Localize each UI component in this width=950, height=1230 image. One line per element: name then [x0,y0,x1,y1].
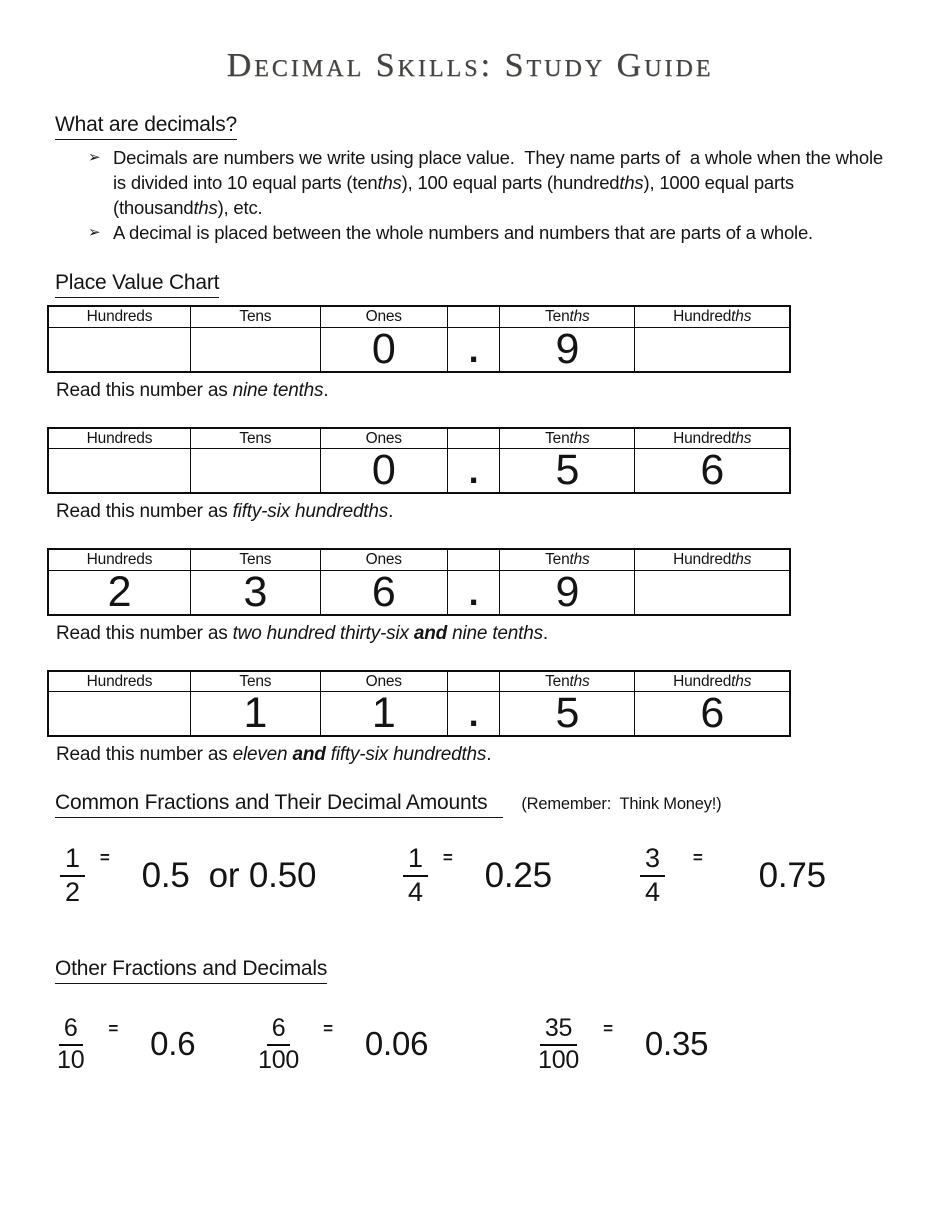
cell-ones: 6 [320,570,447,615]
fraction-denominator: 100 [258,1045,300,1074]
fraction [640,844,665,907]
cell-tens: 3 [190,570,320,615]
table-value-row [48,692,790,737]
bullet-item-2 [88,220,893,245]
decimal-value: 0.75 [758,856,826,895]
fraction [60,844,85,907]
col-header-ones: Ones [320,306,447,327]
equals-sign: = [442,848,453,867]
col-header-tenths: Tenths [500,549,635,570]
col-header-hundredths: Hundredths [635,671,790,692]
table-header-row [48,671,790,692]
col-header-decimal [447,428,500,449]
equals-sign: = [603,1019,613,1039]
cell-hundreds [48,327,190,372]
cell-decimal-point: . [447,570,500,615]
table-header-row [48,549,790,570]
fraction [57,1015,84,1074]
cell-tenths: 5 [500,449,635,494]
fraction-row-common [60,842,893,907]
fraction-numerator: 1 [60,844,85,877]
equals-sign: = [99,848,110,867]
place-value-table-4 [47,670,791,738]
col-header-hundredths: Hundredths [635,306,790,327]
fraction-row-other [57,1013,893,1074]
cell-ones: 1 [320,692,447,737]
col-header-ones: Ones [320,428,447,449]
col-header-decimal [447,671,500,692]
fraction [538,1015,579,1074]
arrow-bullet-icon: ➢ [88,223,101,241]
caption-read-as-3: Read this number as two hundred thirty-six and nine tenths. [56,622,548,644]
caption-read-as-4: Read this number as eleven and fifty-six hundredths. [56,744,492,765]
place-value-table-3 [47,548,791,616]
col-header-hundreds: Hundreds [48,428,190,449]
col-header-hundreds: Hundreds [48,671,190,692]
cell-ones: 0 [320,327,447,372]
fraction-item-one-quarter [403,842,640,907]
cell-tens [190,327,320,372]
col-header-hundreds: Hundreds [48,306,190,327]
col-header-hundredths: Hundredths [635,428,790,449]
cell-hundredths [635,327,790,372]
decimal-value: 0.35 [644,1025,709,1063]
section-other-fractions [47,957,893,1074]
equals-sign: = [692,848,703,867]
page-title: Decimal Skills: Study Guide [226,47,714,84]
bullet-list [88,145,893,245]
fraction-denominator: 2 [65,876,80,907]
col-header-tenths: Tenths [500,306,635,327]
cell-ones: 0 [320,449,447,494]
heading-place-value-chart: Place Value Chart [55,271,219,298]
section-place-value [47,271,893,766]
col-header-hundreds: Hundreds [48,549,190,570]
col-header-tens: Tens [190,306,320,327]
table-value-row [48,570,790,615]
cell-hundredths: 6 [635,692,790,737]
col-header-ones: Ones [320,671,447,692]
bullet-text: Decimals are numbers we write using place value. They name parts of a whole when the whole is divided into 10 equal parts (tenths), 100 equal parts (hundredths), 1000 equal parts (thousandths), etc. [113,147,888,218]
cell-tens [190,449,320,494]
decimal-value: 0.5 or 0.50 [141,856,317,895]
col-header-tens: Tens [190,549,320,570]
caption-read-as-2: Read this number as fifty-six hundredths. [56,501,394,522]
col-header-tens: Tens [190,428,320,449]
fraction-denominator: 4 [645,876,660,907]
cell-hundreds [48,692,190,737]
fraction-numerator: 6 [59,1015,83,1046]
cell-decimal-point: . [447,449,500,494]
table-header-row [48,306,790,327]
note-think-money: (Remember: Think Money!) [521,795,722,813]
cell-hundredths: 6 [635,449,790,494]
col-header-tens: Tens [190,671,320,692]
place-value-block-3 [47,548,893,645]
place-value-block-2 [47,427,893,524]
cell-hundreds [48,449,190,494]
cell-tens: 1 [190,692,320,737]
fraction-numerator: 1 [403,844,428,877]
decimal-value: 0.25 [484,856,552,895]
fraction [258,1015,299,1074]
col-header-decimal [447,306,500,327]
decimal-value: 0.6 [150,1025,196,1063]
cell-hundreds: 2 [48,570,190,615]
heading-what-are-decimals: What are decimals? [55,113,237,140]
bullet-item-1 [88,145,893,220]
col-header-tenths: Tenths [500,671,635,692]
fraction-denominator: 4 [408,876,423,907]
fraction-denominator: 100 [538,1045,580,1074]
cell-tenths: 9 [500,327,635,372]
fraction-item-thirty-five-hundredths [538,1013,708,1074]
fraction [403,844,428,907]
cell-tenths: 9 [500,570,635,615]
fraction-item-six-tenths [57,1013,258,1074]
col-header-hundredths: Hundredths [635,549,790,570]
caption-read-as-1: Read this number as nine tenths. [56,379,329,401]
place-value-block-1 [47,305,893,402]
decimal-value: 0.06 [364,1025,429,1063]
arrow-bullet-icon: ➢ [88,148,101,166]
cell-hundredths [635,570,790,615]
fraction-numerator: 6 [267,1015,291,1046]
fraction-numerator: 35 [540,1015,577,1046]
table-value-row [48,449,790,494]
heading-common-fractions: Common Fractions and Their Decimal Amounts [55,791,503,818]
cell-decimal-point: . [447,327,500,372]
equals-sign: = [323,1019,333,1039]
fraction-numerator: 3 [640,844,665,877]
place-value-block-4 [47,670,893,767]
section-common-fractions [47,791,893,907]
fraction-item-one-half [60,842,403,907]
cell-decimal-point: . [447,692,500,737]
table-value-row [48,327,790,372]
col-header-decimal [447,549,500,570]
bullet-text: A decimal is placed between the whole numbers and numbers that are parts of a whole. [113,222,813,243]
place-value-table-2 [47,427,791,495]
col-header-ones: Ones [320,549,447,570]
table-header-row [48,428,790,449]
fraction-denominator: 10 [57,1045,85,1074]
equals-sign: = [108,1019,119,1039]
section-what-are-decimals [47,113,893,245]
cell-tenths: 5 [500,692,635,737]
heading-other-fractions: Other Fractions and Decimals [55,957,327,984]
col-header-tenths: Tenths [500,428,635,449]
place-value-table-1 [47,305,791,373]
fraction-item-six-hundredths [258,1013,538,1074]
fraction-item-three-quarters [640,842,826,907]
